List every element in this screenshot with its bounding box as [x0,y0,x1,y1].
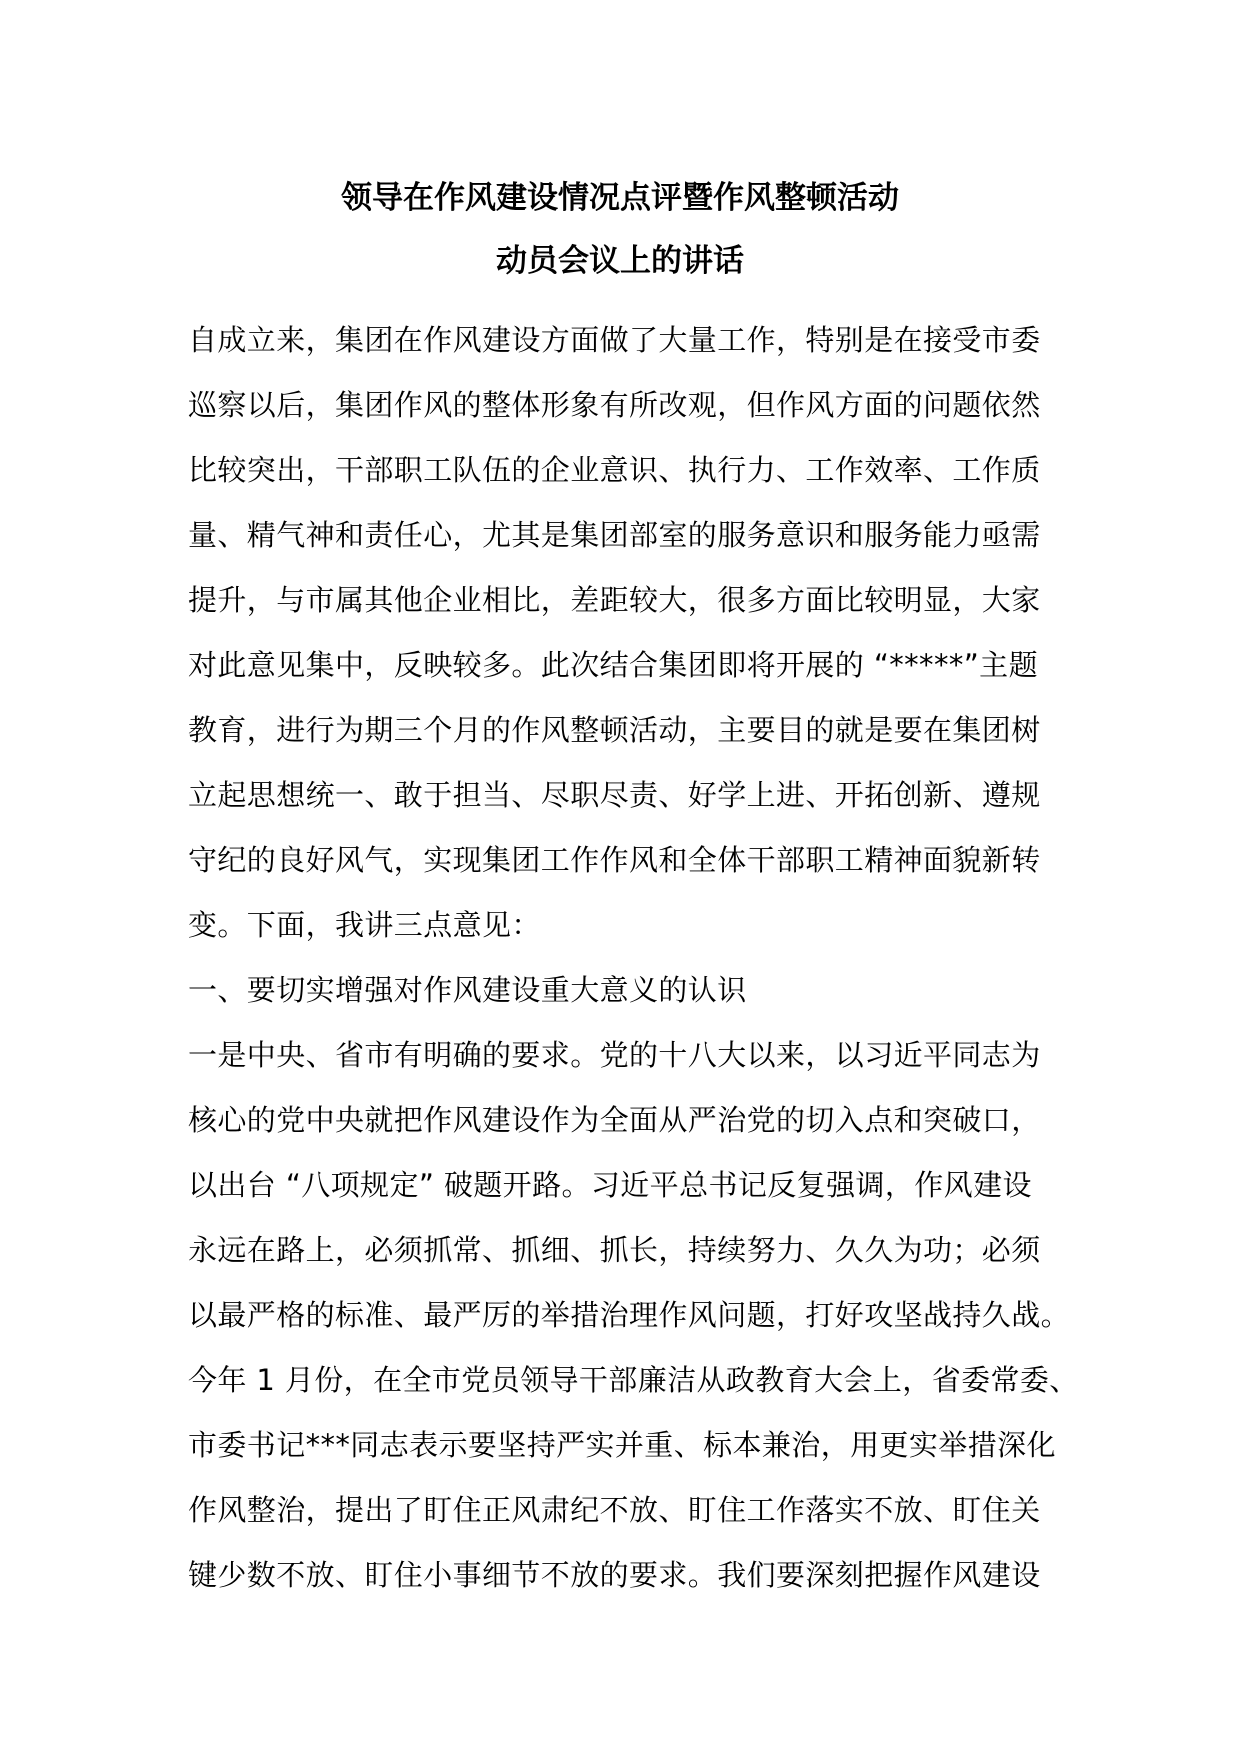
body-line: 提升，与市属其他企业相比，差距较大，很多方面比较明显，大家 [188,583,1041,617]
body-line: 以出台 “八项规定” 破题开路。习近平总书记反复强调，作风建设 [188,1168,1032,1202]
body-line: 键少数不放、盯住小事细节不放的要求。我们要深刻把握作风建设 [188,1558,1041,1592]
body-line: 一是中央、省市有明确的要求。党的十八大以来，以习近平同志为 [188,1038,1041,1072]
body-line: 核心的党中央就把作风建设作为全面从严治党的切入点和突破口， [188,1103,1041,1137]
body-line: 量、精气神和责任心，尤其是集团部室的服务意识和服务能力亟需 [188,518,1041,552]
body-line: 市委书记***同志表示要坚持严实并重、标本兼治，用更实举措深化 [188,1428,1056,1462]
section-heading-1: 一、要切实增强对作风建设重大意义的认识 [188,973,747,1007]
body-line: 对此意见集中，反映较多。此次结合集团即将开展的 “*****”主题 [188,648,1038,682]
body-line: 巡察以后，集团作风的整体形象有所改观，但作风方面的问题依然 [188,388,1041,422]
body-line: 教育，进行为期三个月的作风整顿活动，主要目的就是要在集团树 [188,713,1041,747]
document-title-line-1: 领导在作风建设情况点评暨作风整顿活动 [341,180,899,216]
body-line: 变。下面，我讲三点意见： [188,908,541,942]
document-body [188,308,1088,1608]
body-line: 比较突出，干部职工队伍的企业意识、执行力、工作效率、工作质 [188,453,1041,487]
body-line: 自成立来，集团在作风建设方面做了大量工作，特别是在接受市委 [188,323,1041,357]
body-line: 守纪的良好风气，实现集团工作作风和全体干部职工精神面貌新转 [188,843,1041,877]
body-line: 作风整治，提出了盯住正风肃纪不放、盯住工作落实不放、盯住关 [188,1493,1041,1527]
body-line: 以最严格的标准、最严厉的举措治理作风问题，打好攻坚战持久战。 [188,1298,1071,1332]
body-line: 立起思想统一、敢于担当、尽职尽责、好学上进、开拓创新、遵规 [188,778,1041,812]
body-line: 今年 1 月份，在全市党员领导干部廉洁从政教育大会上，省委常委、 [188,1363,1079,1397]
body-line: 永远在路上，必须抓常、抓细、抓长，持续努力、久久为功；必须 [188,1233,1041,1267]
document-title-line-2: 动员会议上的讲话 [496,243,744,279]
